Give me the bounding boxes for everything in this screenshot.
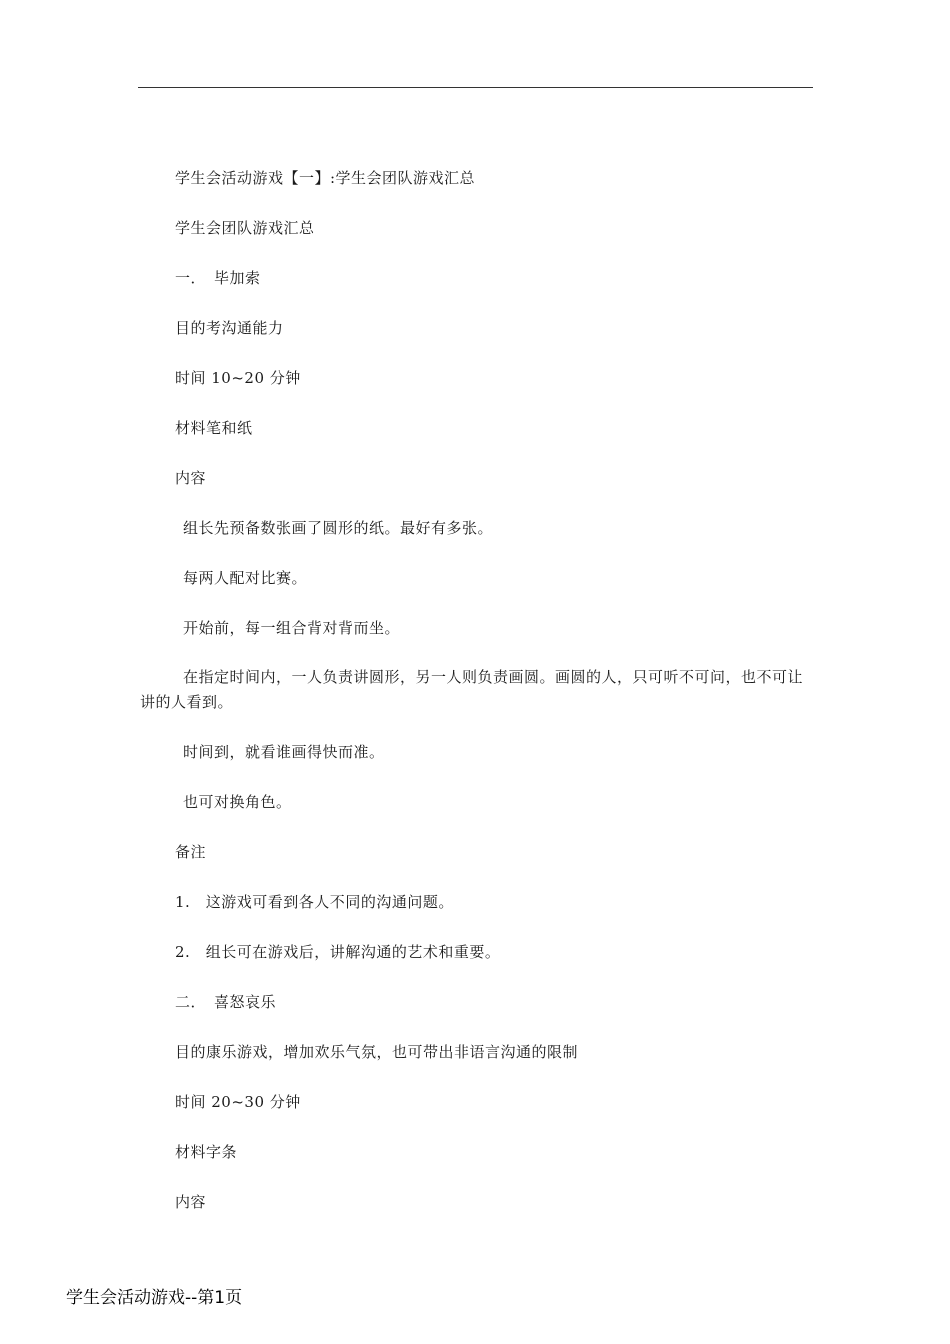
paragraph: 内容: [175, 469, 207, 487]
paragraph: 目的考沟通能力: [175, 319, 284, 337]
paragraph: 时间 10~20 分钟: [175, 369, 301, 387]
paragraph: 时间 20~30 分钟: [175, 1093, 301, 1111]
paragraph: 材料笔和纸: [175, 419, 253, 437]
game-heading: 二． 喜怒哀乐: [175, 993, 277, 1011]
paragraph: 每两人配对比赛。: [183, 569, 308, 587]
paragraph: 在指定时间内，一人负责讲圆形，另一人则负责画圆。画圆的人，只可听不可问，也不可让讲的人看到。: [140, 668, 804, 711]
document-title: 学生会活动游戏【一】:学生会团队游戏汇总: [175, 169, 476, 187]
paragraph: 开始前，每一组合背对背而坐。: [183, 619, 401, 637]
header-rule: [138, 87, 813, 88]
page-footer: 学生会活动游戏--第1页: [66, 1288, 243, 1308]
paragraph: 材料字条: [175, 1143, 238, 1161]
game-heading: 一． 毕加索: [175, 269, 261, 287]
paragraph: 备注: [175, 843, 207, 861]
paragraph: 内容: [175, 1193, 207, 1211]
paragraph: 组长先预备数张画了圆形的纸。最好有多张。: [183, 519, 494, 537]
list-item: 2. 组长可在游戏后，讲解沟通的艺术和重要。: [175, 943, 501, 961]
paragraph: 时间到，就看谁画得快而准。: [183, 743, 385, 761]
paragraph: 目的康乐游戏，增加欢乐气氛，也可带出非语言沟通的限制: [175, 1043, 579, 1061]
paragraph: 也可对换角色。: [183, 793, 292, 811]
section-heading: 学生会团队游戏汇总: [175, 219, 315, 237]
list-item: 1. 这游戏可看到各人不同的沟通问题。: [175, 893, 454, 911]
